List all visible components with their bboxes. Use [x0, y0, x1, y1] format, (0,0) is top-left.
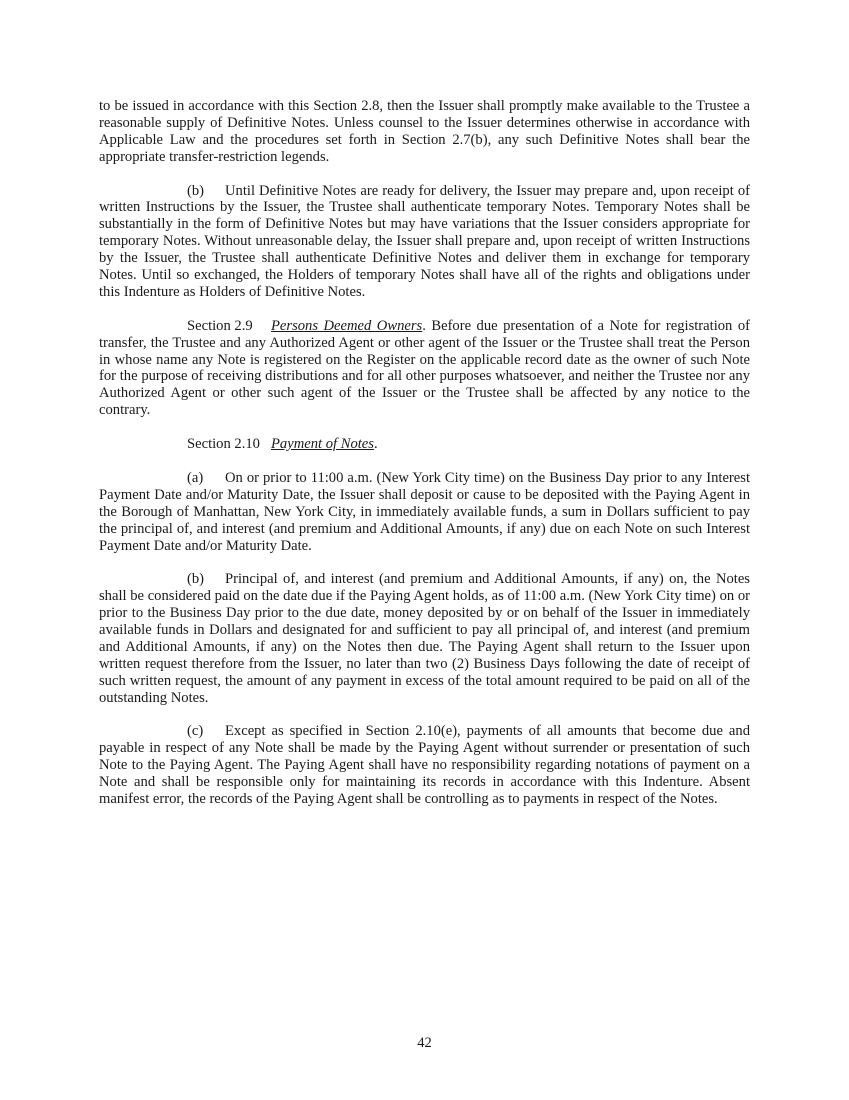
clause-text: Until Definitive Notes are ready for delivery, the Issuer may prepare and, upon receipt of written Instructions by the Issuer, the Trustee shall authenticate temporary Notes. Temporary Notes shall be substantially in the form of Definitive Notes but may have variations that the Issuer considers appropriate for temporary Notes. Without unreasonable delay, the Issuer shall prepare and, upon receipt of written Instructions by the Issuer, the Trustee shall authenticate Definitive Notes and deliver them in exchange for temporary Notes. Until so exchanged, the Holders of temporary Notes shall have all of the rights and obligations under this Indenture as Holders of Definitive Notes.	[99, 182, 750, 300]
clause-label: (c)	[187, 723, 204, 740]
document-page	[99, 98, 750, 825]
paragraph-continuation: to be issued in accordance with this Section 2.8, then the Issuer shall promptly make available to the Trustee a reasonable supply of Definitive Notes. Unless counsel to the Issuer determines otherwise in accordance with Applicable Law and the procedures set forth in Section 2.7(b), any such Definitive Notes shall bear the appropriate transfer-restriction legends.	[99, 98, 750, 165]
clause-label: (a)	[187, 469, 204, 486]
section-title: Payment of Notes	[271, 436, 374, 453]
section-number: Section 2.9	[187, 317, 253, 334]
clause-text: Principal of, and interest (and premium and Additional Amounts, if any) on, the Notes shall be considered paid on the date due if the Paying Agent holds, as of 11:00 a.m. (New York City time) on or prior to the Business Day prior to the due date, money deposited by or on behalf of the Issuer in immediately available funds in Dollars and designated for and sufficient to pay all principal of, and interest (and premium and Additional Amounts, if any) on the Notes then due. The Paying Agent shall return to the Issuer upon written request therefore from the Issuer, no later than two (2) Business Days following the date of receipt of such written request, the amount of any payment in excess of the total amount required to be paid on all of the outstanding Notes.	[99, 571, 750, 706]
clause-text: On or prior to 11:00 a.m. (New York City time) on the Business Day prior to any Interest Payment Date and/or Maturity Date, the Issuer shall deposit or cause to be deposited with the Paying Agent in the Borough of Manhattan, New York City, in immediately available funds, a sum in Dollars sufficient to pay the principal of, and interest (and premium and Additional Amounts, if any) due on each Note on such Interest Payment Date and/or Maturity Date.	[99, 469, 750, 554]
section-2-10-heading	[187, 436, 750, 453]
clause-text: Except as specified in Section 2.10(e), payments of all amounts that become due and payable in respect of any Note shall be made by the Paying Agent without surrender or presentation of such Note to the Paying Agent. The Paying Agent shall have no responsibility regarding notations of payment on a Note and shall be responsible only for maintaining its records in accordance with this Indenture. Absent manifest error, the records of the Paying Agent shall be controlling as to payments in respect of the Notes.	[99, 723, 750, 808]
clause-label: (b)	[187, 571, 205, 588]
page-number: 42	[417, 1035, 432, 1051]
section-2-9	[99, 318, 750, 419]
clause-label: (b)	[187, 182, 205, 199]
section-text: . Before due presentation of a Note for registration of transfer, the Trustee and any Authorized Agent or other agent of the Issuer or the Trustee shall treat the Person in whose name any Note is registered on the Register on the applicable record date as the owner of such Note for the purpose of receiving distributions and for all other purposes whatsoever, and neither the Trustee nor any Authorized Agent or other such agent of the Issuer or the Trustee shall be affected by any notice to the contrary.	[99, 317, 750, 419]
paragraph-2-10-a	[99, 470, 750, 555]
paragraph-2-10-b	[99, 571, 750, 706]
section-number: Section 2.10	[187, 436, 260, 453]
paragraph-2-8-b	[99, 183, 750, 301]
section-title: Persons Deemed Owners	[271, 317, 423, 334]
section-title-suffix: .	[373, 436, 378, 453]
paragraph-2-10-c	[99, 723, 750, 808]
